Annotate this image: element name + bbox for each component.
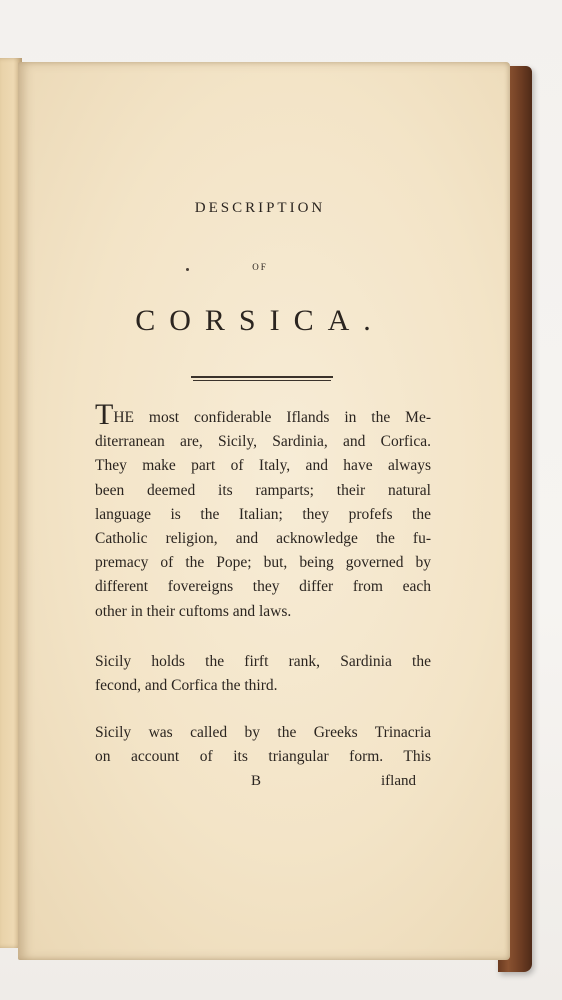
paragraph-1 <box>95 398 431 624</box>
text-line: They make part of Italy, and have always <box>95 457 431 475</box>
text-line: Catholic religion, and acknowledge the fu- <box>95 530 431 548</box>
text-line: been deemed its ramparts; their natural <box>95 481 431 499</box>
text-line: on account of its triangular form. This <box>95 748 431 766</box>
title-rule <box>191 376 333 378</box>
text-line <box>95 398 431 431</box>
text-line: other in their cuftoms and laws. <box>95 602 292 620</box>
text-line: different fovereigns they differ from each <box>95 578 431 596</box>
paragraph-2 <box>95 650 431 698</box>
paragraph-3 <box>95 721 431 769</box>
text-line: fecond, and Corfica the third. <box>95 677 278 695</box>
title-of: OF <box>252 262 268 272</box>
text-line-rest: HE most confiderable Iflands in the Me- <box>113 409 431 426</box>
title-line-2: CORSICA. <box>135 304 385 337</box>
drop-cap: T <box>95 398 114 431</box>
text-line: diterranean are, Sicily, Sardinia, and Corfica. <box>95 433 431 451</box>
text-line: language is the Italian; they profefs the <box>95 505 431 523</box>
title-line-1: DESCRIPTION <box>194 200 326 216</box>
text-line: Sicily was called by the Greeks Trinacria <box>95 724 431 741</box>
text-line: premacy of the Pope; but, being governed by <box>95 554 431 572</box>
text-line: Sicily holds the firft rank, Sardinia the <box>95 653 431 670</box>
title-rule-thin <box>193 380 331 381</box>
catchword: ifland <box>381 773 416 789</box>
signature-mark: B <box>251 773 262 789</box>
